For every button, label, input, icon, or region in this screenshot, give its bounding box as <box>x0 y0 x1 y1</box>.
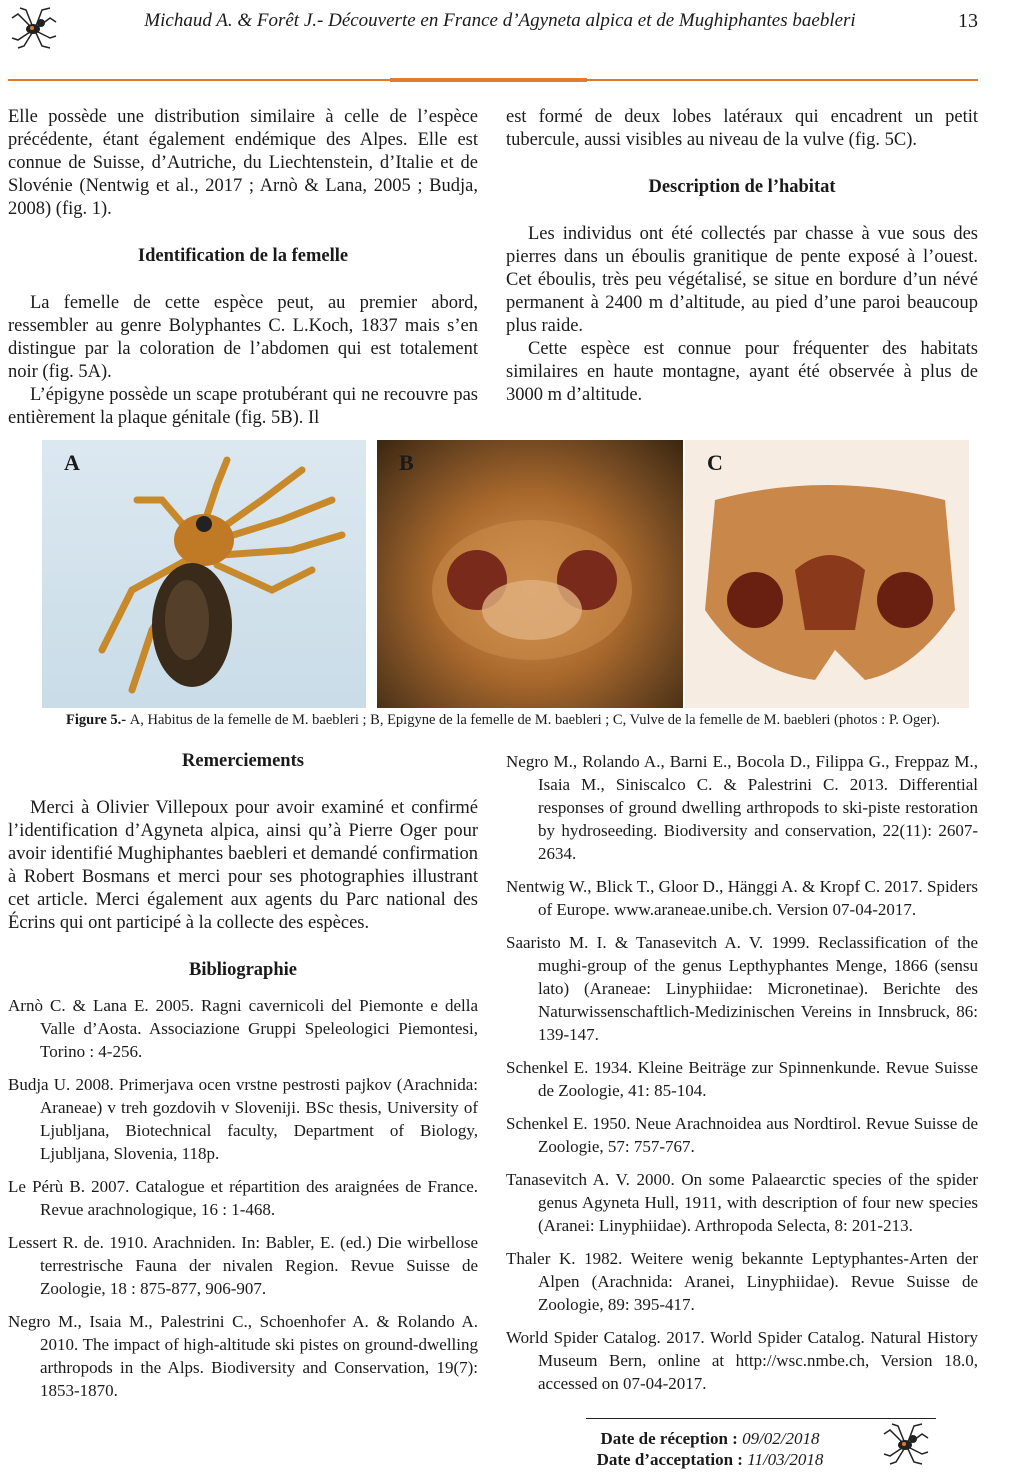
figure-panel-c <box>685 440 969 708</box>
bibliography-list-left <box>8 994 478 1402</box>
reference-item: Thaler K. 1982. Weitere wenig bekannte Leptyphantes-Arten der Alpen (Arachnida: Aranei, Linyphiidae). Revue Suisse de Zoologie, 89: 395-417. <box>506 1249 978 1314</box>
reference-item: Le Pérù B. 2007. Catalogue et répartition des araignées de France. Revue arachnologique, 16 : 1-468. <box>8 1177 478 1219</box>
reference-item: Lessert R. de. 1910. Arachniden. In: Babler, E. (ed.) Die wirbellose terrestrische Fauna der nivalen Region. Revue Suisse de Zoologie, 18 : 875-877, 906-907. <box>8 1233 478 1298</box>
reference-item: Nentwig W., Blick T., Gloor D., Hänggi A. & Kropf C. 2017. Spiders of Europe. www.araneae.unibe.ch. Version 07-04-2017. <box>506 877 978 919</box>
reception-date-line <box>560 1428 860 1449</box>
habitat-paragraph-1: Les individus ont été collectés par chasse à vue sous des pierres dans un éboulis granitique de pente exposé à l’ouest. Cet éboulis, très peu végétalisé, se situe en bordure d’un névé permanent à 2400 m d’altitude, au pied d’une paroi beaucoup plus raide. <box>506 224 978 336</box>
header-divider-accent <box>390 78 587 82</box>
epigyne-image <box>377 440 683 708</box>
reception-date: 09/02/2018 <box>742 1429 820 1448</box>
submission-dates <box>560 1428 860 1470</box>
left-bottom-column <box>8 750 478 1412</box>
intro-paragraph: Elle possède une distribution similaire à celle de l’espèce précédente, étant également endémique des Alpes. Elle est connue de Suisse, d’Autriche, du Liechtenstein, d’Italie et de Slovénie (Nentwig et al., 2017 ; Arnò & Lana, 2005 ; Budja, 2008) (fig. 1). <box>8 107 478 219</box>
footer-rule <box>586 1418 936 1419</box>
section-heading-remerciements: Remerciements <box>182 751 304 771</box>
reception-label: Date de réception : <box>600 1429 743 1448</box>
running-header-title: Michaud A. & Forêt J.- Découverte en France d’Agyneta alpica et de Mughiphantes baebleri <box>144 10 856 31</box>
figure-panel-b <box>377 440 683 708</box>
reference-item: Arnò C. & Lana E. 2005. Ragni cavernicoli del Piemonte e della Valle d’Aosta. Associazione Gruppi Speleologici Piemontesi, Torino : 4-256. <box>8 996 478 1061</box>
identification-paragraph-1: La femelle de cette espèce peut, au premier abord, ressembler au genre Bolyphantes C. L.Koch, 1837 mais s’en distingue par la coloration de l’abdomen qui est totalement noir (fig. 5A). <box>8 293 478 382</box>
right-top-column <box>506 106 978 407</box>
spider-logo-icon <box>8 4 58 50</box>
reference-item: Saaristo M. I. & Tanasevitch A. V. 1999. Reclassification of the mughi-group of the genus Lepthyphantes Menge, 1866 (sensu lato) (Araneae: Linyphiidae: Micronetinae). Berichte des Naturwissenschaftlich-Medizinischen Vereins in Innsbruck, 86: 139-147. <box>506 933 978 1044</box>
reference-item: World Spider Catalog. 2017. World Spider Catalog. Natural History Museum Bern, online at http://wsc.nmbe.ch, Version 18.0, accessed on 07-04-2017. <box>506 1328 978 1393</box>
continuation-paragraph: est formé de deux lobes latéraux qui encadrent un petit tubercule, aussi visibles au niveau de la vulve (fig. 5C). <box>506 107 978 150</box>
page-number: 13 <box>958 10 978 32</box>
left-top-column <box>8 106 478 430</box>
section-heading-habitat: Description de l’habitat <box>648 177 836 197</box>
spider-habitus-image <box>42 440 366 708</box>
habitat-paragraph-2: Cette espèce est connue pour fréquenter des habitats similaires en haute montagne, ayant été observée à plus de 3000 m d’altitude. <box>506 339 978 405</box>
reference-item: Negro M., Isaia M., Palestrini C., Schoenhofer A. & Rolando A. 2010. The impact of high-altitude ski pistes on ground-dwelling arthropods in the Alps. Biodiversity and Conservation, 19(7): 1853-1870. <box>8 1312 478 1400</box>
figure-label-a: A <box>64 450 80 475</box>
remerciements-paragraph: Merci à Olivier Villepoux pour avoir examiné et confirmé l’identification d’Agyneta alpica, ainsi qu’à Pierre Oger pour avoir identifié Mughiphantes baebleri et demandé confirmation à Robert Bosmans et merci pour ses photographies illustrant cet article. Merci également aux agents du Parc national des Écrins qui ont participé à la collecte des espèces. <box>8 798 478 933</box>
reference-item: Tanasevitch A. V. 2000. On some Palaearctic species of the spider genus Agyneta Hull, 1911, with description of four new species (Aranei: Linyphiidae). Arthropoda Selecta, 8: 201-213. <box>506 1170 978 1235</box>
figure-label-b: B <box>399 450 414 475</box>
reference-item: Negro M., Rolando A., Barni E., Bocola D., Filippa G., Freppaz M., Isaia M., Siniscalco C. & Palestrini C. 2013. Differential responses of ground dwelling arthropods to ski-piste restoration by hydroseeding. Biodiversity and conservation, 22(11): 2607-2634. <box>506 752 978 863</box>
acceptation-label: Date d’acceptation : <box>596 1450 748 1469</box>
reference-item: Budja U. 2008. Primerjava ocen vrstne pestrosti pajkov (Arachnida: Araneae) v treh gozdovih v Sloveniji. BSc thesis, University of Ljubljana, Biotechnical faculty, Department of Biology, Ljubljana, Slovenia, 118p. <box>8 1075 478 1163</box>
figure-caption <box>8 712 998 729</box>
reference-item: Schenkel E. 1934. Kleine Beiträge zur Spinnenkunde. Revue Suisse de Zoologie, 41: 85-104. <box>506 1058 978 1100</box>
section-heading-identification: Identification de la femelle <box>137 246 349 266</box>
figure-panel-a <box>42 440 366 708</box>
section-heading-bibliographie: Bibliographie <box>189 960 297 980</box>
reference-item: Schenkel E. 1950. Neue Arachnoidea aus Nordtirol. Revue Suisse de Zoologie, 57: 757-767. <box>506 1114 978 1156</box>
acceptation-date-line <box>560 1449 860 1470</box>
spider-logo-footer-icon <box>880 1420 930 1466</box>
figure-caption-text: A, Habitus de la femelle de M. baebleri ; B, Epigyne de la femelle de M. baebleri ; C, Vulve de la femelle de M. baebleri (photos : P. Oger). <box>129 712 940 728</box>
identification-paragraph-2: L’épigyne possède un scape protubérant qui ne recouvre pas entièrement la plaque génitale (fig. 5B). Il <box>8 385 478 428</box>
figure-label-c: C <box>707 450 723 475</box>
acceptation-date: 11/03/2018 <box>747 1450 824 1469</box>
vulva-image <box>685 440 969 708</box>
figure-caption-lead: Figure 5.- <box>66 712 130 728</box>
bibliography-list-right <box>506 750 978 1405</box>
